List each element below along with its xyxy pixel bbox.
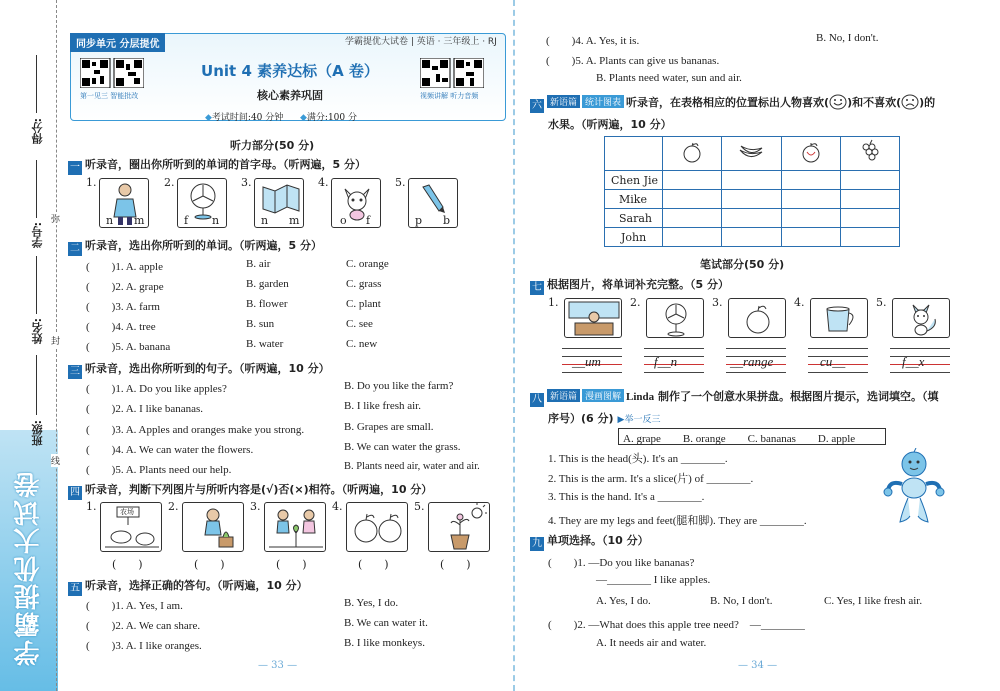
word-blank[interactable]: f__x bbox=[902, 354, 925, 369]
answer-paren[interactable]: ( ) bbox=[112, 558, 143, 571]
class-line bbox=[36, 355, 37, 415]
option-b: B. I like fresh air. bbox=[344, 400, 421, 412]
section-7-items bbox=[548, 296, 988, 382]
answer-cell[interactable] bbox=[663, 209, 722, 228]
answer-cell[interactable] bbox=[781, 209, 840, 228]
fox-picture bbox=[892, 298, 950, 338]
answer-cell[interactable] bbox=[840, 228, 899, 247]
answer-paren[interactable]: ( ) bbox=[194, 558, 225, 571]
fill-blank-sentence[interactable]: 2. This is the arm. It's a slice(片) of ________. bbox=[548, 473, 754, 485]
full-score: ◆满分:100 分 bbox=[300, 113, 357, 123]
section-subtitle: 核心素养巩固 bbox=[257, 89, 323, 102]
name-cell: Mike bbox=[605, 190, 663, 209]
score-label: 得分: bbox=[31, 118, 44, 145]
farm-picture bbox=[100, 502, 162, 552]
answer-cell[interactable] bbox=[722, 190, 781, 209]
item-number: 2. bbox=[630, 296, 641, 309]
orange-picture bbox=[728, 298, 786, 338]
option-b: B. We can water the grass. bbox=[344, 441, 461, 453]
option-b: B. No, I don't. bbox=[816, 32, 879, 44]
option-b: B. I like monkeys. bbox=[344, 637, 425, 649]
answer-cell[interactable] bbox=[840, 209, 899, 228]
option-b: B. Do you like the farm? bbox=[344, 380, 454, 392]
question-row[interactable]: ( )2. A. I like bananas. bbox=[86, 403, 203, 415]
item-number: 2. bbox=[164, 176, 175, 189]
word-blank[interactable]: __um bbox=[572, 354, 601, 369]
option-b: B. garden bbox=[246, 278, 289, 290]
answer-cell[interactable] bbox=[722, 171, 781, 190]
dialog-line: —________ I like apples. bbox=[596, 574, 711, 586]
cup-picture bbox=[810, 298, 868, 338]
tip-link[interactable]: ▶举一反三 bbox=[617, 415, 661, 425]
qr-caption-left: 第一见三 智能批改 bbox=[80, 92, 139, 100]
section-8-title-line2: 序号）(6 分) ▶举一反三 bbox=[548, 412, 661, 425]
gardening-boy-picture bbox=[182, 502, 244, 552]
section-5-title: 五 听录音，选择正确的答句。（听两遍，10 分） bbox=[70, 579, 308, 594]
option-c: C. see bbox=[346, 318, 373, 330]
orange-icon bbox=[663, 137, 722, 171]
answer-cell[interactable] bbox=[722, 228, 781, 247]
answer-cell[interactable] bbox=[663, 228, 722, 247]
option-b: B. We can water it. bbox=[344, 617, 428, 629]
item-number: 4. bbox=[332, 500, 343, 513]
section-1-pictures bbox=[86, 176, 506, 232]
section-6-title: 六 新语篇 统计图表 听录音，在表格相应的位置标出人物喜欢( )和不喜欢( )的 bbox=[532, 96, 936, 111]
answer-cell[interactable] bbox=[663, 190, 722, 209]
item-number: 3. bbox=[241, 176, 252, 189]
two-apples-picture bbox=[346, 502, 408, 552]
listening-heading: 听力部分(50 分) bbox=[230, 139, 315, 152]
question-row[interactable]: ( )2. —What does this apple tree need? —________ bbox=[548, 619, 805, 631]
option-b: B. water bbox=[246, 338, 284, 350]
option-c: C. orange bbox=[346, 258, 389, 270]
book-info: 学霸提优大试卷 | 英语 · 三年级上 · RJ bbox=[345, 37, 497, 47]
option-a[interactable]: p bbox=[415, 214, 423, 227]
option-b: B. Plants need air, water and air. bbox=[344, 461, 480, 472]
question-row[interactable]: ( )3. A. farm bbox=[86, 301, 160, 313]
section-9-title: 九 单项选择。（10 分） bbox=[532, 534, 649, 549]
question-row[interactable]: ( )3. A. I like oranges. bbox=[86, 640, 202, 652]
option-b[interactable]: f bbox=[366, 214, 371, 227]
name-label: 姓名: bbox=[31, 318, 44, 345]
section-8-title: 八 新语篇 漫画图解 Linda 制作了一个创意水果拼盘。根据图片提示，选词填空。（填 bbox=[532, 390, 939, 405]
unit-badge: 同步单元 分层提优 bbox=[70, 33, 165, 52]
answer-paren[interactable]: ( ) bbox=[276, 558, 307, 571]
page-number-left: — 33 — bbox=[258, 660, 298, 671]
word-blank[interactable]: f__n bbox=[654, 354, 678, 369]
option-a[interactable]: n bbox=[106, 214, 114, 227]
option-a[interactable]: n bbox=[261, 214, 269, 227]
smile-face-icon bbox=[829, 94, 847, 113]
section-3-title: 三 听录音，选出你所听到的句子。（听两遍，10 分） bbox=[70, 362, 330, 377]
item-number: 5. bbox=[414, 500, 425, 513]
qr-code-icon[interactable] bbox=[80, 58, 144, 91]
question-row[interactable]: ( )5. A. Plants can give us bananas. bbox=[546, 55, 720, 67]
brand-logo-text: 学霸提优大试卷 bbox=[14, 470, 44, 666]
binding-strip bbox=[0, 0, 62, 691]
answer-cell[interactable] bbox=[722, 209, 781, 228]
unit-title: Unit 4 素养达标（A 卷） bbox=[201, 62, 379, 80]
question-row[interactable]: ( )3. A. Apples and oranges make you strong. bbox=[86, 424, 305, 436]
seal-char-2: 封 bbox=[51, 334, 60, 347]
option-b[interactable]: n bbox=[212, 214, 220, 227]
answer-paren[interactable]: ( ) bbox=[358, 558, 389, 571]
student-number-label: 学号: bbox=[31, 222, 44, 249]
item-number: 2. bbox=[168, 500, 179, 513]
word-blank[interactable]: cu__ bbox=[820, 354, 846, 369]
option-c: C. plant bbox=[346, 298, 381, 310]
option-c: C. new bbox=[346, 338, 378, 350]
question-row[interactable]: ( )5. A. banana bbox=[86, 341, 171, 353]
question-row[interactable]: ( )1. —Do you like bananas? bbox=[548, 557, 695, 569]
apple-icon bbox=[781, 137, 840, 171]
class-label: 班级: bbox=[31, 420, 44, 447]
answer-cell[interactable] bbox=[781, 228, 840, 247]
option-b: B. Plants need water, sun and air. bbox=[596, 72, 742, 84]
farm-sign-text: 农场 bbox=[120, 508, 134, 516]
word-options-box: A. grape B. orange C. bananas D. apple bbox=[618, 428, 886, 445]
section-6-title-line2: 水果。（听两遍，10 分） bbox=[548, 118, 672, 131]
section-7-title: 七 根据图片，将单词补充完整。（5 分） bbox=[532, 278, 729, 293]
option-a: A. Yes, I do. bbox=[596, 595, 651, 607]
cat-picture bbox=[331, 178, 381, 228]
answer-cell[interactable] bbox=[840, 190, 899, 209]
grapes-icon bbox=[840, 137, 899, 171]
question-row[interactable]: ( )5. A. Plants need our help. bbox=[86, 464, 232, 476]
item-number: 5. bbox=[876, 296, 887, 309]
option-b[interactable]: b bbox=[443, 214, 451, 227]
fill-blank-sentence[interactable]: 4. They are my legs and feet(腿和脚). They are ________. bbox=[548, 515, 807, 527]
option-c: C. grass bbox=[346, 278, 382, 290]
answer-cell[interactable] bbox=[781, 171, 840, 190]
answer-cell[interactable] bbox=[781, 190, 840, 209]
score-line bbox=[36, 55, 37, 113]
page-divider bbox=[513, 0, 515, 691]
item-number: 4. bbox=[318, 176, 329, 189]
name-cell: Chen Jie bbox=[605, 171, 663, 190]
answer-cell[interactable] bbox=[840, 171, 899, 190]
fruit-preference-table bbox=[604, 136, 900, 247]
bananas-icon bbox=[722, 137, 781, 171]
question-row[interactable]: ( )4. A. Yes, it is. bbox=[546, 35, 640, 47]
option-b: B. Yes, I do. bbox=[344, 597, 399, 609]
option-b[interactable]: m bbox=[289, 214, 300, 227]
option-a: A. It needs air and water. bbox=[596, 637, 707, 649]
option-b[interactable]: m bbox=[134, 214, 145, 227]
qr-caption-right: 视频讲解 听力音频 bbox=[420, 92, 479, 100]
name-cell: John bbox=[605, 228, 663, 247]
option-b: B. Grapes are small. bbox=[344, 421, 434, 433]
fruit-person-illustration bbox=[880, 448, 950, 533]
section-4-title: 四 听录音，判断下列图片与所听内容是(√)否(×)相符。（听两遍，10 分） bbox=[70, 483, 433, 498]
item-number: 1. bbox=[86, 176, 97, 189]
fan-picture bbox=[646, 298, 704, 338]
word-blank[interactable]: __range bbox=[730, 354, 774, 369]
page-number-right: — 34 — bbox=[738, 660, 778, 671]
seal-char-3: 线 bbox=[51, 454, 60, 467]
student-number-line bbox=[36, 160, 37, 218]
item-number: 3. bbox=[250, 500, 261, 513]
item-number: 5. bbox=[395, 176, 406, 189]
question-row[interactable]: ( )1. A. apple bbox=[86, 261, 163, 273]
answer-paren[interactable]: ( ) bbox=[440, 558, 471, 571]
option-b: B. air bbox=[246, 258, 271, 270]
section-4-pictures bbox=[86, 500, 506, 570]
question-row[interactable]: ( )4. A. We can water the flowers. bbox=[86, 444, 254, 456]
question-row[interactable]: ( )2. A. We can share. bbox=[86, 620, 201, 632]
item-number: 1. bbox=[86, 500, 97, 513]
section-1-title: 一 听录音，圈出你所听到的单词的首字母。（听两遍，5 分） bbox=[70, 158, 366, 173]
question-row[interactable]: ( )4. A. tree bbox=[86, 321, 156, 333]
seal-char-1: 弥 bbox=[51, 212, 60, 225]
qr-code-icon[interactable] bbox=[420, 58, 484, 91]
fill-blank-sentence[interactable]: 1. This is the head(头). It's an ________. bbox=[548, 453, 728, 465]
option-b: B. flower bbox=[246, 298, 288, 310]
option-a[interactable]: o bbox=[340, 214, 347, 227]
sad-face-icon bbox=[901, 94, 919, 113]
section-2-title: 二 听录音，选出你所听到的单词。（听两遍，5 分） bbox=[70, 239, 322, 254]
option-c: C. Yes, I like fresh air. bbox=[824, 595, 923, 607]
name-line bbox=[36, 256, 37, 314]
item-number: 4. bbox=[794, 296, 805, 309]
question-row[interactable]: ( )2. A. grape bbox=[86, 281, 164, 293]
name-cell: Sarah bbox=[605, 209, 663, 228]
question-row[interactable]: ( )1. A. Do you like apples? bbox=[86, 383, 227, 395]
option-a[interactable]: f bbox=[184, 214, 189, 227]
drum-teacher-picture bbox=[564, 298, 622, 338]
item-number: 1. bbox=[548, 296, 559, 309]
answer-cell[interactable] bbox=[663, 171, 722, 190]
planting-kids-picture bbox=[264, 502, 326, 552]
option-b: B. No, I don't. bbox=[710, 595, 773, 607]
exam-time: ◆考试时间:40 分钟 bbox=[205, 113, 284, 123]
potted-plant-picture bbox=[428, 502, 490, 552]
written-heading: 笔试部分(50 分) bbox=[700, 258, 785, 271]
fill-blank-sentence[interactable]: 3. This is the hand. It's a ________. bbox=[548, 491, 705, 503]
item-number: 3. bbox=[712, 296, 723, 309]
option-b: B. sun bbox=[246, 318, 275, 330]
question-row[interactable]: ( )1. A. Yes, I am. bbox=[86, 600, 183, 612]
